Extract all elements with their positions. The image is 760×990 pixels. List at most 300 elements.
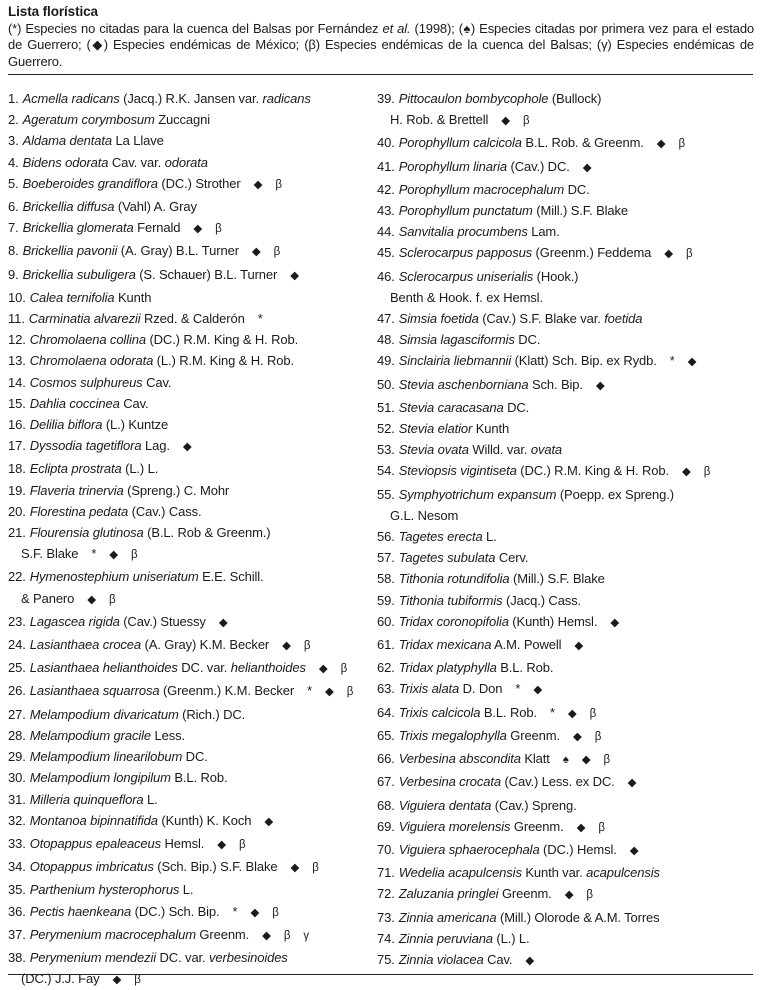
- species-line: [377, 156, 755, 179]
- diamond-symbol: ◆: [282, 640, 291, 653]
- item-number: 31.: [8, 791, 26, 807]
- species-name: Zinnia americana: [398, 909, 497, 925]
- species-line-continuation: [377, 287, 755, 308]
- species-name: radicans: [262, 91, 311, 106]
- species-item: [377, 862, 755, 883]
- legend-text: [8, 21, 754, 70]
- species-line: [377, 242, 755, 265]
- author-text: (Cav.) DC.: [507, 158, 570, 174]
- species-name: Steviopsis vigintiseta: [398, 463, 517, 479]
- species-name: Milleria quinqueflora: [29, 791, 144, 807]
- item-number: 49.: [377, 353, 395, 369]
- beta-symbol: β: [134, 974, 141, 987]
- item-number: 61.: [377, 637, 395, 653]
- item-number: 22.: [8, 569, 26, 585]
- author-text: Lam.: [527, 224, 560, 240]
- item-number: 9.: [8, 266, 19, 282]
- author-text: (L.) R.M. King & H. Rob.: [153, 353, 294, 369]
- species-line: [377, 132, 755, 155]
- species-item: [8, 725, 374, 746]
- species-line: [8, 522, 374, 543]
- species-line: [8, 856, 374, 879]
- author-text: Cav.: [483, 951, 513, 967]
- item-number: 16.: [8, 417, 26, 433]
- species-line: [8, 152, 374, 173]
- species-name: Hymenostephium uniseriatum: [29, 569, 199, 585]
- species-name: Acmella radicans: [22, 91, 120, 106]
- species-item: [8, 287, 374, 308]
- author-text: Zuccagni: [154, 112, 210, 128]
- right-column: [377, 88, 755, 972]
- species-item: [377, 221, 755, 242]
- item-number: 28.: [8, 727, 26, 743]
- species-item: [377, 329, 755, 350]
- beta-symbol: β: [303, 640, 311, 653]
- author-text: (Mill.) S.F. Blake: [532, 203, 629, 219]
- species-line: [377, 725, 755, 748]
- beta-symbol: β: [598, 821, 605, 834]
- author-text: L.: [482, 529, 497, 545]
- item-number: 48.: [377, 332, 395, 348]
- diamond-symbol: ◆: [567, 707, 577, 720]
- author-text: S.F. Blake: [21, 546, 79, 562]
- item-number: 21.: [8, 525, 26, 541]
- author-text: (A. Gray) B.L. Turner: [117, 243, 239, 259]
- species-name: acapulcensis: [586, 865, 660, 881]
- author-text: DC.: [514, 332, 541, 348]
- author-text: L.: [143, 791, 158, 807]
- species-line: [377, 590, 755, 611]
- item-number: 41.: [377, 158, 395, 174]
- item-number: 13.: [8, 353, 26, 369]
- species-item: [8, 109, 374, 130]
- item-number: 62.: [377, 660, 395, 676]
- diamond-symbol: ◆: [253, 178, 263, 191]
- species-name: Lasianthaea helianthoides: [29, 660, 178, 676]
- item-number: 34.: [8, 859, 26, 875]
- item-number: 20.: [8, 503, 26, 519]
- item-number: 35.: [8, 882, 26, 898]
- species-item: [8, 704, 374, 725]
- species-item: [8, 634, 374, 657]
- species-name: Lasianthaea squarrosa: [29, 683, 160, 699]
- item-number: 69.: [377, 818, 395, 834]
- species-line: [377, 439, 755, 460]
- species-line: [377, 221, 755, 242]
- author-text: Greenm.: [498, 886, 552, 902]
- diamond-symbol: ◆: [664, 248, 674, 261]
- item-number: 24.: [8, 637, 26, 653]
- author-text: Sch. Bip.: [528, 376, 583, 392]
- item-number: 17.: [8, 438, 26, 454]
- species-name: Porophyllum punctatum: [398, 203, 533, 219]
- item-number: 6.: [8, 199, 19, 215]
- beta-symbol: β: [678, 138, 686, 151]
- species-name: Eclipta prostrata: [29, 461, 122, 477]
- species-name: Melampodium linearilobum: [29, 749, 183, 765]
- species-line: [8, 657, 374, 680]
- species-name: Boeberoides grandiflora: [22, 175, 158, 191]
- item-number: 1.: [8, 91, 19, 106]
- beta-symbol: β: [340, 663, 348, 676]
- author-text: (Cav.) Spreng.: [491, 797, 577, 813]
- item-number: 70.: [377, 841, 395, 857]
- species-name: odorata: [164, 154, 208, 170]
- item-number: 64.: [377, 704, 395, 720]
- species-name: Brickellia subuligera: [22, 266, 136, 282]
- species-name: Trixis megalophylla: [398, 727, 507, 743]
- author-text: Willd. var.: [468, 442, 531, 458]
- item-number: 32.: [8, 812, 26, 828]
- species-name: Dyssodia tagetiflora: [29, 438, 142, 454]
- gamma-symbol: γ: [303, 929, 310, 942]
- species-name: Viguiera sphaerocephala: [398, 841, 540, 857]
- author-text: (Cav.) S.F. Blake var.: [478, 311, 605, 327]
- item-number: 55.: [377, 486, 395, 502]
- author-text: (L.) L.: [121, 461, 159, 477]
- author-text: A.M. Powell: [491, 637, 562, 653]
- species-name: Sclerocarpus papposus: [398, 245, 533, 261]
- species-item: [377, 526, 755, 547]
- author-text: (Hook.): [533, 268, 579, 284]
- item-number: 26.: [8, 683, 26, 699]
- asterisk-symbol: *: [91, 546, 97, 562]
- species-item: [8, 393, 374, 414]
- item-number: 27.: [8, 706, 26, 722]
- species-name: Tithonia rotundifolia: [398, 571, 510, 587]
- author-text: Klatt: [520, 751, 550, 767]
- species-line: [377, 526, 755, 547]
- item-number: 73.: [377, 909, 395, 925]
- species-name: Stevia elatior: [398, 421, 473, 437]
- species-item: [377, 460, 755, 483]
- beta-symbol: β: [589, 707, 597, 720]
- species-item: [377, 590, 755, 611]
- species-name: Parthenium hysterophorus: [29, 882, 180, 898]
- species-item: [377, 907, 755, 928]
- author-text: (Cav.) Cass.: [128, 503, 202, 519]
- species-name: Lagascea rigida: [29, 613, 120, 629]
- species-line: [8, 217, 374, 240]
- species-name: Symphyotrichum expansum: [398, 486, 557, 502]
- species-line-continuation: [8, 588, 374, 611]
- diamond-symbol: ◆: [264, 815, 274, 828]
- species-line: [377, 928, 755, 949]
- author-text: DC. var.: [156, 949, 210, 965]
- species-line: [8, 435, 374, 458]
- species-line: [377, 88, 755, 109]
- species-name: Sclerocarpus uniserialis: [398, 268, 534, 284]
- species-item: [377, 350, 755, 373]
- species-name: Flourensia glutinosa: [29, 525, 144, 541]
- item-number: 47.: [377, 311, 395, 327]
- author-text: Cav. var.: [108, 154, 165, 170]
- author-text: & Panero: [21, 590, 75, 606]
- species-name: Tridax platyphylla: [398, 660, 497, 676]
- species-item: [8, 240, 374, 263]
- species-line: [377, 748, 755, 771]
- species-name: Stevia caracasana: [398, 399, 504, 415]
- item-number: 58.: [377, 571, 395, 587]
- species-name: Wedelia acapulcensis: [398, 865, 522, 881]
- author-text: D. Don: [459, 681, 503, 697]
- species-item: [8, 152, 374, 173]
- author-text: DC.: [503, 399, 530, 415]
- species-item: [377, 132, 755, 155]
- author-text: G.L. Nesom: [390, 507, 459, 523]
- species-name: Tridax mexicana: [398, 637, 492, 653]
- species-item: [377, 242, 755, 265]
- bottom-rule: [8, 974, 753, 975]
- species-line: [8, 566, 374, 587]
- species-item: [8, 746, 374, 767]
- species-name: Dahlia coccinea: [29, 395, 120, 411]
- item-number: 45.: [377, 245, 395, 261]
- species-line: [8, 329, 374, 350]
- beta-symbol: β: [275, 178, 282, 191]
- item-number: 12.: [8, 332, 26, 348]
- author-text: Greenm.: [506, 727, 560, 743]
- item-number: 74.: [377, 930, 395, 946]
- species-item: [8, 767, 374, 788]
- item-number: 7.: [8, 220, 19, 236]
- species-name: helianthoides: [230, 660, 306, 676]
- species-name: Stevia ovata: [398, 442, 469, 458]
- species-name: Florestina pedata: [29, 503, 129, 519]
- species-line: [377, 883, 755, 906]
- author-text: (DC.) R.M. King & H. Rob.: [145, 332, 299, 348]
- species-item: [377, 949, 755, 972]
- species-item: [377, 266, 755, 308]
- diamond-symbol: ◆: [610, 616, 620, 629]
- author-text: (Spreng.) C. Mohr: [123, 482, 230, 498]
- species-name: Zinnia peruviana: [398, 930, 493, 946]
- species-item: [8, 329, 374, 350]
- species-name: Perymenium macrocephalum: [29, 926, 196, 942]
- author-text: (Jacq.) R.K. Jansen var.: [119, 91, 263, 106]
- item-number: 56.: [377, 529, 395, 545]
- item-number: 2.: [8, 112, 19, 128]
- species-name: Flaveria trinervia: [29, 482, 124, 498]
- species-line: [377, 678, 755, 701]
- author-text: B.L. Rob.: [496, 660, 554, 676]
- item-number: 51.: [377, 399, 395, 415]
- beta-symbol: β: [108, 593, 116, 606]
- species-line: [377, 839, 755, 862]
- species-item: [8, 879, 374, 900]
- species-item: [377, 439, 755, 460]
- author-text: B.L. Rob.: [170, 770, 228, 786]
- species-line: [8, 810, 374, 833]
- species-name: Ageratum corymbosum: [22, 112, 155, 128]
- species-item: [377, 634, 755, 657]
- author-text: Cerv.: [495, 550, 529, 566]
- diamond-symbol: ◆: [533, 684, 543, 697]
- species-line: [8, 264, 374, 287]
- diamond-symbol: ◆: [581, 754, 591, 767]
- top-rule: [8, 74, 753, 75]
- species-line: [8, 767, 374, 788]
- author-text: (A. Gray) K.M. Becker: [141, 637, 270, 653]
- species-line: [377, 634, 755, 657]
- item-number: 68.: [377, 797, 395, 813]
- species-name: Viguiera morelensis: [398, 818, 511, 834]
- species-line: [8, 901, 374, 924]
- item-number: 44.: [377, 224, 395, 240]
- item-number: 46.: [377, 268, 395, 284]
- author-text: B.L. Rob.: [480, 704, 537, 720]
- species-item: [8, 130, 374, 151]
- item-number: 40.: [377, 135, 395, 151]
- species-item: [8, 414, 374, 435]
- species-name: Melampodium longipilum: [29, 770, 171, 786]
- species-name: Carminatia alvarezii: [28, 311, 141, 327]
- species-name: Delilia biflora: [29, 417, 103, 433]
- author-text: (L.) L.: [492, 930, 530, 946]
- author-text: (DC.) Sch. Bip.: [131, 903, 220, 919]
- species-line: [377, 266, 755, 287]
- species-name: Montanoa bipinnatifida: [29, 812, 158, 828]
- diamond-symbol: ◆: [109, 549, 119, 562]
- species-item: [377, 678, 755, 701]
- item-number: 30.: [8, 770, 26, 786]
- species-item: [8, 350, 374, 371]
- author-text: (Poepp. ex Spreng.): [556, 486, 674, 502]
- species-item: [8, 901, 374, 924]
- item-number: 42.: [377, 181, 395, 197]
- diamond-symbol: ◆: [574, 640, 584, 653]
- item-number: 4.: [8, 154, 19, 170]
- item-number: 29.: [8, 749, 26, 765]
- item-number: 54.: [377, 463, 395, 479]
- species-name: Pectis haenkeana: [29, 903, 132, 919]
- species-line: [377, 200, 755, 221]
- species-name: Lasianthaea crocea: [29, 637, 142, 653]
- species-line: [8, 130, 374, 151]
- species-item: [8, 810, 374, 833]
- species-line: [377, 460, 755, 483]
- legend-segment: et al.: [382, 21, 411, 36]
- species-name: Otopappus epaleaceus: [29, 835, 162, 851]
- diamond-symbol: ◆: [217, 838, 227, 851]
- author-text: (Greenm.) K.M. Becker: [159, 683, 295, 699]
- diamond-symbol: ◆: [218, 616, 228, 629]
- author-text: (S. Schauer) B.L. Turner: [135, 266, 278, 282]
- page-title: Lista florística: [8, 4, 98, 19]
- species-line: [8, 109, 374, 130]
- legend-segment: (1998); (♠) Especies citadas por primera vez para el estado de Guerrero; (◆) Especies endémicas de México; (β) Especies endémicas de la cuenca del Balsas; (γ) Especies endémicas de Guerrero.: [8, 21, 754, 69]
- author-text: (Rich.) DC.: [178, 706, 246, 722]
- author-text: (DC.) R.M. King & H. Rob.: [516, 463, 669, 479]
- species-item: [377, 883, 755, 906]
- species-item: [8, 522, 374, 566]
- item-number: 10.: [8, 289, 26, 305]
- species-line: [377, 308, 755, 329]
- author-text: La Llave: [112, 133, 164, 149]
- species-name: Brickellia diffusa: [22, 199, 115, 215]
- species-name: Melampodium divaricatum: [29, 706, 179, 722]
- species-line: [377, 484, 755, 505]
- species-item: [8, 217, 374, 240]
- author-text: (Jacq.) Cass.: [502, 592, 582, 608]
- species-item: [377, 611, 755, 634]
- species-line: [377, 862, 755, 883]
- species-line: [8, 725, 374, 746]
- diamond-symbol: ◆: [262, 929, 271, 942]
- species-item: [8, 458, 374, 479]
- species-item: [8, 611, 374, 634]
- diamond-symbol: ◆: [525, 954, 535, 967]
- author-text: Fernald: [133, 220, 181, 236]
- species-line-continuation: [377, 505, 755, 526]
- species-line: [8, 611, 374, 634]
- diamond-symbol: ◆: [576, 821, 586, 834]
- species-name: Calea ternifolia: [29, 289, 115, 305]
- species-item: [377, 374, 755, 397]
- species-item: [377, 484, 755, 526]
- species-name: Aldama dentata: [22, 133, 112, 149]
- species-line: [8, 879, 374, 900]
- diamond-symbol: ◆: [318, 663, 328, 676]
- beta-symbol: β: [594, 730, 602, 743]
- author-text: (Sch. Bip.) S.F. Blake: [153, 859, 278, 875]
- asterisk-symbol: *: [257, 311, 263, 327]
- species-name: Otopappus imbricatus: [29, 859, 154, 875]
- item-number: 60.: [377, 613, 395, 629]
- species-line: [377, 907, 755, 928]
- author-text: Greenm.: [510, 818, 564, 834]
- species-item: [377, 748, 755, 771]
- species-line: [377, 816, 755, 839]
- species-line: [377, 702, 755, 725]
- species-item: [8, 196, 374, 217]
- item-number: 15.: [8, 395, 26, 411]
- species-name: Tithonia tubiformis: [398, 592, 503, 608]
- species-item: [377, 839, 755, 862]
- asterisk-symbol: *: [232, 903, 238, 919]
- species-name: Chromolaena collina: [29, 332, 146, 348]
- species-line: [377, 795, 755, 816]
- species-item: [8, 680, 374, 703]
- author-text: (Vahl) A. Gray: [114, 199, 197, 215]
- species-line: [8, 634, 374, 657]
- species-line: [8, 393, 374, 414]
- item-number: 8.: [8, 243, 19, 259]
- species-line: [8, 947, 374, 968]
- species-name: Simsia lagasciformis: [398, 332, 515, 348]
- species-name: foetida: [604, 311, 643, 327]
- species-line: [377, 771, 755, 794]
- diamond-symbol: ◆: [595, 379, 605, 392]
- author-text: (Kunth) Hemsl.: [508, 613, 598, 629]
- species-item: [377, 725, 755, 748]
- item-number: 33.: [8, 835, 26, 851]
- author-text: DC. var.: [177, 660, 231, 676]
- item-number: 57.: [377, 550, 395, 566]
- diamond-symbol: ◆: [290, 862, 300, 875]
- item-number: 65.: [377, 727, 395, 743]
- diamond-symbol: ◆: [564, 889, 574, 902]
- species-name: Verbesina abscondita: [398, 751, 521, 767]
- author-text: Kunth: [114, 289, 152, 305]
- beta-symbol: β: [131, 549, 138, 562]
- author-text: Benth & Hook. f. ex Hemsl.: [390, 289, 543, 305]
- item-number: 39.: [377, 91, 395, 106]
- author-text: H. Rob. & Brettell: [390, 112, 489, 128]
- species-name: Pittocaulon bombycophole: [398, 91, 549, 106]
- species-item: [8, 88, 374, 109]
- diamond-symbol: ◆: [325, 686, 334, 699]
